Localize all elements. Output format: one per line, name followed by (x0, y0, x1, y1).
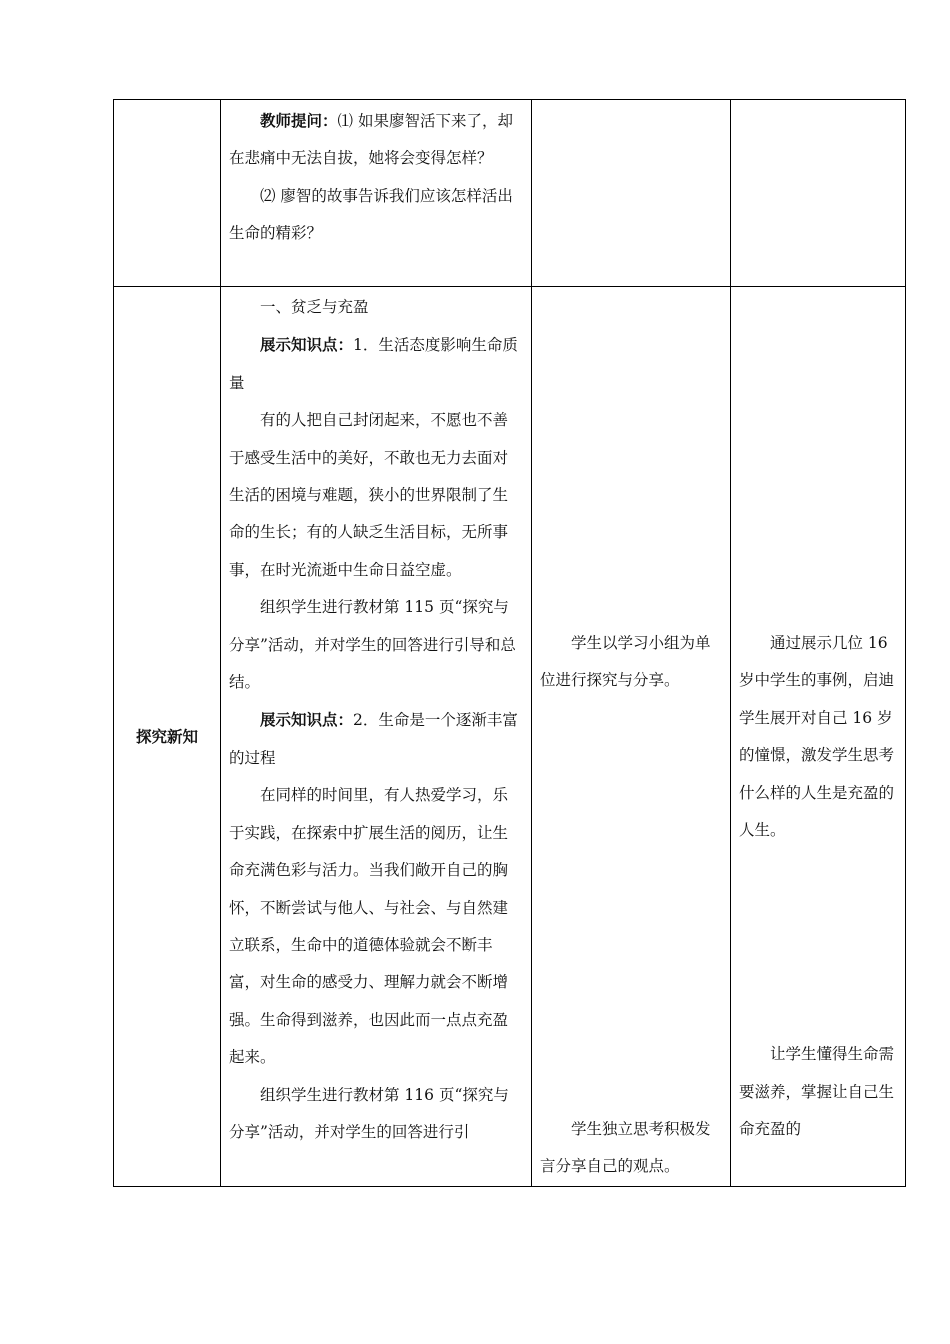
kp2-paragraph: 在同样的时间里，有人热爱学习，乐于实践，在探索中扩展生活的阅历，让生命充满色彩与活力。当我们敞开自己的胸怀，不断尝试与他人、与社会、与自然建立联系，生命中的道德体验就会不断丰富，对生命的感受力、理解力就会不断增强。生命得到滋养，也因此而一点点充盈起来。 (229, 786, 509, 1067)
question-1-text: ⑴ 如果廖智活下来了，却在悲痛中无法自拔，她将会变得怎样？ (229, 112, 513, 168)
lesson-plan-table (113, 99, 906, 1187)
student-activity-2: 学生独立思考积极发言分享自己的观点。 (540, 1119, 711, 1176)
student-activity-cell (532, 287, 731, 1187)
spacer (739, 849, 897, 1036)
spacer (540, 700, 722, 1111)
activity-2: 组织学生进行教材第 116 页“探究与分享”活动，并对学生的回答进行引 (229, 1085, 509, 1141)
kp1-label: 展示知识点： (260, 335, 354, 355)
design-intent-cell (731, 287, 906, 1187)
question-1 (229, 102, 523, 178)
question-2: ⑵ 廖智的故事告诉我们应该怎样活出生命的精彩？ (229, 186, 513, 243)
kp2-label: 展示知识点： (260, 710, 354, 730)
knowledge-point-1 (229, 326, 523, 402)
design-intent-1: 通过展示几位 16 岁中学生的事例，启迪学生展开对自己 16 岁的憧憬，激发学生思考什么样的人生是充盈的人生。 (739, 634, 895, 840)
kp2-text: 2．生命是一个逐渐丰富的过程 (229, 711, 518, 767)
student-activity-1: 学生以学习小组为单位进行探究与分享。 (540, 634, 711, 690)
student-activity-cell-empty (532, 100, 731, 287)
spacer (739, 287, 897, 625)
question-label: 教师提问： (260, 111, 338, 130)
teacher-activity-cell (221, 287, 532, 1187)
teacher-activity-cell (221, 100, 532, 287)
stage-cell-empty (114, 100, 221, 287)
stage-cell: 探究新知 (114, 287, 221, 1187)
activity-1: 组织学生进行教材第 115 页“探究与分享”活动，并对学生的回答进行引导和总结。 (229, 598, 516, 692)
section-title: 一、贫乏与充盈 (260, 298, 369, 316)
kp1-paragraph: 有的人把自己封闭起来，不愿也不善于感受生活中的美好，不敢也无力去面对生活的困境与难题，狭小的世界限制了生命的生长；有的人缺乏生活目标，无所事事，在时光流逝中生命日益空虚。 (229, 411, 509, 579)
design-intent-cell-empty (731, 100, 906, 287)
kp1-text: 1．生活态度影响生命质量 (229, 336, 518, 392)
knowledge-point-2 (229, 701, 523, 777)
design-intent-2: 让学生懂得生命需要滋养，掌握让自己生命充盈的 (739, 1045, 895, 1139)
table-row (114, 287, 906, 1187)
table-row (114, 100, 906, 287)
spacer (540, 287, 722, 625)
